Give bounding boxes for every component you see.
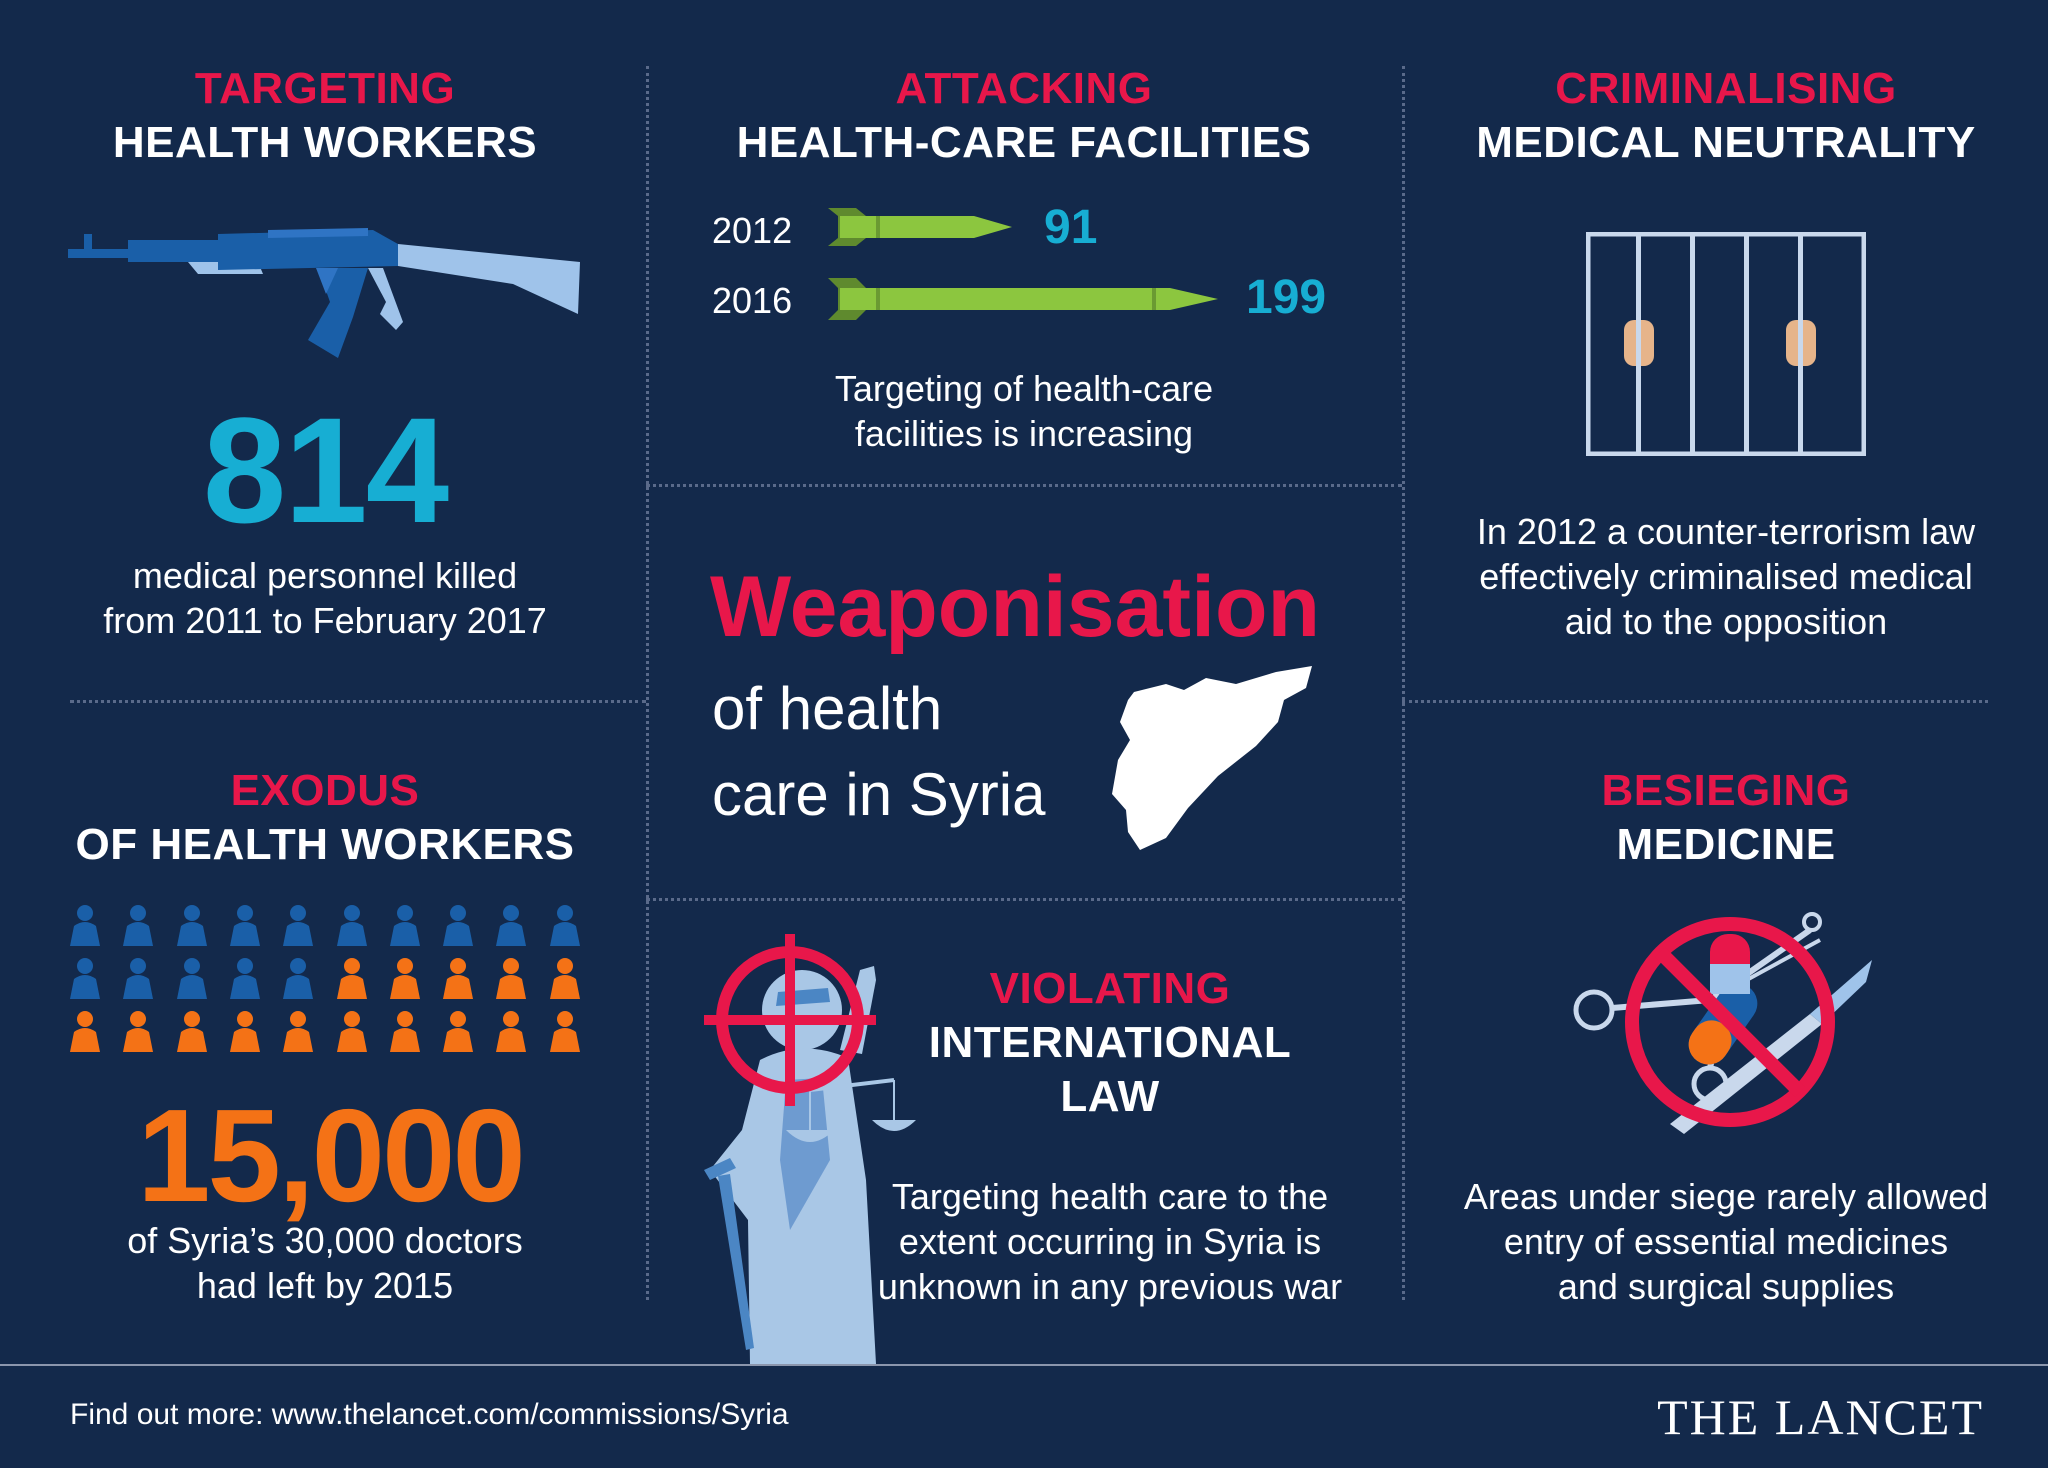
person-stayed-icon (123, 957, 153, 1001)
center-sub-line2: care in Syria (712, 761, 1046, 828)
divider-center-top (646, 484, 1402, 487)
people-icons (70, 904, 590, 1064)
exodus-desc-line2: had left by 2015 (196, 1265, 454, 1306)
targeting-title-white: HEALTH WORKERS (112, 118, 538, 167)
targeting-desc-line2: from 2011 to February 2017 (103, 600, 547, 641)
person-left-icon (496, 957, 526, 1001)
besieging-desc-line2: entry of essential medicines (1503, 1221, 1949, 1262)
person-stayed-icon (443, 904, 473, 948)
person-left-icon (283, 1010, 313, 1054)
center-sub-line1: of health (712, 675, 943, 742)
missile-icon-2016 (826, 274, 1218, 324)
person-left-icon (337, 1010, 367, 1054)
violating-desc-line2: extent occurring in Syria is (898, 1221, 1322, 1262)
person-stayed-icon (123, 904, 153, 948)
person-stayed-icon (177, 957, 207, 1001)
targeting-title-red: TARGETING (194, 64, 456, 113)
person-left-icon (177, 1010, 207, 1054)
footer-link[interactable]: Find out more: www.thelancet.com/commissions/Syria (70, 1398, 789, 1431)
criminalising-desc-line1: In 2012 a counter-terrorism law (1476, 511, 1976, 552)
person-stayed-icon (496, 904, 526, 948)
divider-center-bottom (646, 898, 1402, 901)
person-stayed-icon (177, 904, 207, 948)
criminalising-desc-line3: aid to the opposition (1564, 601, 1888, 642)
exodus-title-white: OF HEALTH WORKERS (75, 820, 575, 869)
besieging-desc-line3: and surgical supplies (1557, 1266, 1895, 1307)
bar-value-2016: 199 (1246, 271, 1327, 324)
no-medicine-icon (1560, 904, 1880, 1144)
besieging-description (1420, 1174, 2032, 1309)
criminalising-description (1420, 509, 2032, 644)
criminalising-title-red: CRIMINALISING (1555, 64, 1897, 113)
person-left-icon (390, 1010, 420, 1054)
targeting-heading (40, 62, 610, 170)
criminalising-heading (1420, 62, 2032, 170)
person-stayed-icon (230, 904, 260, 948)
person-stayed-icon (337, 904, 367, 948)
attacking-heading (646, 62, 1402, 170)
person-stayed-icon (230, 957, 260, 1001)
person-left-icon (550, 957, 580, 1001)
person-stayed-icon (70, 957, 100, 1001)
person-stayed-icon (70, 904, 100, 948)
footer-divider (0, 1364, 2048, 1366)
center-title: Weaponisation (710, 559, 1321, 655)
attacking-title-red: ATTACKING (895, 64, 1153, 113)
exodus-number: 15,000 (137, 1082, 523, 1229)
bar-year-2012: 2012 (712, 210, 793, 251)
person-left-icon (123, 1010, 153, 1054)
besieging-desc-line1: Areas under siege rarely allowed (1463, 1176, 1989, 1217)
targeting-desc-line1: medical personnel killed (132, 555, 518, 596)
missile-icon-2012 (826, 202, 1012, 252)
attacking-description (646, 366, 1402, 456)
besieging-title-red: BESIEGING (1601, 766, 1851, 815)
exodus-heading (40, 764, 610, 872)
person-left-icon (70, 1010, 100, 1054)
exodus-desc-line1: of Syria’s 30,000 doctors (127, 1220, 523, 1261)
violating-heading (900, 962, 1320, 1124)
divider-left-mid (70, 700, 646, 703)
center-subtitle (712, 666, 1045, 838)
exodus-description (40, 1218, 610, 1308)
violating-title-red: VIOLATING (989, 964, 1231, 1013)
divider-right (1402, 66, 1405, 1300)
person-left-icon (390, 957, 420, 1001)
rifle-icon (68, 222, 588, 362)
attacking-desc-line1: Targeting of health-care (834, 368, 1214, 409)
violating-desc-line3: unknown in any previous war (877, 1266, 1343, 1307)
exodus-title-red: EXODUS (230, 766, 420, 815)
person-stayed-icon (550, 904, 580, 948)
bar-year-2016: 2016 (712, 280, 793, 321)
violating-title-white1: INTERNATIONAL (928, 1018, 1292, 1067)
criminalising-title-white: MEDICAL NEUTRALITY (1476, 118, 1976, 167)
person-stayed-icon (390, 904, 420, 948)
criminalising-desc-line2: effectively criminalised medical (1479, 556, 1973, 597)
bar-value-2012: 91 (1044, 201, 1098, 254)
prison-bars-icon (1586, 232, 1866, 456)
targeting-number: 814 (202, 386, 448, 554)
targeting-description (40, 553, 610, 643)
attacking-title-white: HEALTH-CARE FACILITIES (736, 118, 1312, 167)
person-left-icon (550, 1010, 580, 1054)
violating-title-white2: LAW (1060, 1072, 1160, 1121)
person-left-icon (496, 1010, 526, 1054)
lancet-logo: THE LANCET (1657, 1389, 1984, 1445)
syria-map-icon (1106, 660, 1316, 850)
person-stayed-icon (283, 904, 313, 948)
person-left-icon (443, 1010, 473, 1054)
violating-description (860, 1174, 1360, 1309)
violating-desc-line1: Targeting health care to the (891, 1176, 1329, 1217)
besieging-title-white: MEDICINE (1616, 820, 1836, 869)
attacking-desc-line2: facilities is increasing (854, 413, 1194, 454)
besieging-heading (1420, 764, 2032, 872)
person-left-icon (443, 957, 473, 1001)
person-left-icon (230, 1010, 260, 1054)
divider-left (646, 66, 649, 1300)
person-stayed-icon (283, 957, 313, 1001)
person-left-icon (337, 957, 367, 1001)
divider-right-mid (1402, 700, 1988, 703)
